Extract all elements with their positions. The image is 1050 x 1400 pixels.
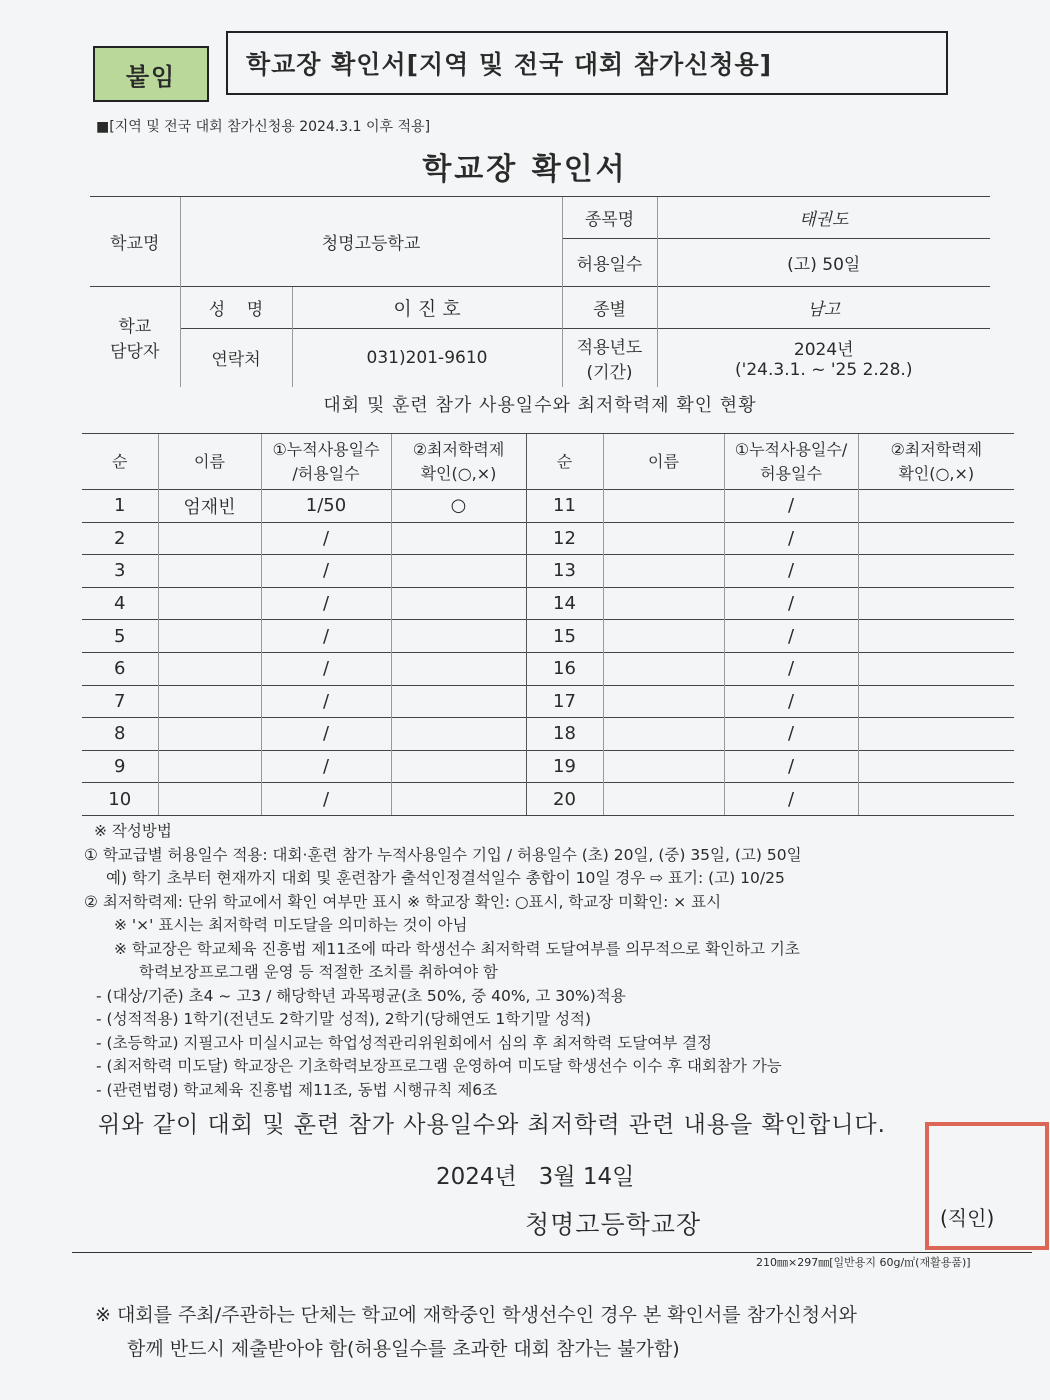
min-achievement-check — [391, 522, 526, 555]
note-2a: ※ '×' 표시는 최저학력 미도달을 의미하는 것이 아님 — [114, 916, 468, 934]
min-achievement-check — [858, 685, 1014, 718]
row-number: 14 — [526, 587, 603, 620]
table-row — [82, 490, 1014, 523]
row-number: 4 — [82, 587, 158, 620]
student-name — [603, 783, 724, 816]
days-used: / — [261, 718, 391, 751]
table-row — [82, 783, 1014, 816]
detail-5: - (관련법령) 학교체육 진흥법 제11조, 동법 시행규칙 제6조 — [96, 1080, 498, 1099]
row-number: 19 — [526, 750, 603, 783]
subtitle-note: ■[지역 및 전국 대회 참가신청용 2024.3.1 이후 적용] — [96, 119, 431, 135]
days-used: / — [724, 685, 858, 718]
days-used: / — [261, 555, 391, 588]
student-name — [603, 555, 724, 588]
header-min-right: ②최저학력제 확인(○,×) — [858, 434, 1014, 490]
table-row — [82, 685, 1014, 718]
min-achievement-check — [391, 685, 526, 718]
days-used: / — [724, 522, 858, 555]
student-name — [158, 652, 261, 685]
min-achievement-check — [391, 652, 526, 685]
days-used: / — [261, 783, 391, 816]
header-name: 이름 — [158, 434, 261, 490]
min-achievement-check — [391, 750, 526, 783]
gender-label: 종별 — [562, 287, 657, 329]
gender-value: 남고 — [657, 287, 990, 329]
note-1: ① 학교급별 허용일수 적용: 대회·훈련 참가 누적사용일수 기입 / 허용일수 (초) 20일, (중) 35일, (고) 50일 — [84, 845, 802, 864]
attachment-badge: 붙임 — [93, 46, 209, 102]
min-achievement-check — [858, 718, 1014, 751]
row-number: 13 — [526, 555, 603, 588]
row-number: 11 — [526, 490, 603, 523]
table-row — [82, 718, 1014, 751]
min-achievement-check — [858, 522, 1014, 555]
student-name — [158, 783, 261, 816]
min-achievement-check — [391, 718, 526, 751]
detail-1: - (대상/기준) 초4 ~ 고3 / 해당학년 과목평균(초 50%, 중 40%, 고 30%)적용 — [96, 986, 626, 1005]
days-used: / — [724, 555, 858, 588]
header-title: 학교장 확인서[지역 및 전국 대회 참가신청용] — [226, 31, 948, 95]
table-row — [82, 750, 1014, 783]
min-achievement-check — [858, 652, 1014, 685]
contact-value: 031)201-9610 — [292, 329, 562, 387]
note-2: ② 최저학력제: 단위 학교에서 확인 여부만 표시 ※ 학교장 확인: ○표시, 학교장 미확인: × 표시 — [84, 892, 722, 911]
days-used: / — [724, 783, 858, 816]
detail-3: - (초등학교) 지필고사 미실시교는 학업성적관리위원회에서 심의 후 최저학력 도달여부 결정 — [96, 1033, 713, 1052]
student-name — [158, 685, 261, 718]
header-name-right: 이름 — [603, 434, 724, 490]
header-min: ②최저학력제 확인(○,×) — [391, 434, 526, 490]
min-achievement-check: ○ — [391, 490, 526, 523]
student-name — [158, 718, 261, 751]
manager-label: 학교 담당자 — [90, 287, 180, 387]
year-label: 적용년도 (기간) — [562, 329, 657, 387]
student-name — [158, 587, 261, 620]
header-days-right: ①누적사용일수/ 허용일수 — [724, 434, 858, 490]
info-table — [90, 196, 990, 387]
school-name: 청명고등학교 — [180, 197, 562, 287]
event-label: 종목명 — [562, 197, 657, 239]
name-label: 성 명 — [180, 287, 292, 329]
student-name — [603, 490, 724, 523]
notes-title: ※ 작성방법 — [94, 822, 172, 840]
student-name — [603, 620, 724, 653]
min-achievement-check — [858, 555, 1014, 588]
note-2b: ※ 학교장은 학교체육 진흥법 제11조에 따라 학생선수 최저학력 도달여부를 의무적으로 확인하고 기초 — [114, 939, 800, 958]
student-name — [603, 587, 724, 620]
student-name — [603, 522, 724, 555]
event-value: 태권도 — [657, 197, 990, 239]
row-number: 6 — [82, 652, 158, 685]
days-used: / — [724, 718, 858, 751]
min-achievement-check — [391, 555, 526, 588]
allowed-days-value: (고) 50일 — [657, 239, 990, 287]
days-used: / — [724, 652, 858, 685]
row-number: 17 — [526, 685, 603, 718]
min-achievement-check — [858, 620, 1014, 653]
table-row — [82, 522, 1014, 555]
student-name — [158, 750, 261, 783]
allowed-days-label: 허용일수 — [562, 239, 657, 287]
row-number: 1 — [82, 490, 158, 523]
student-name — [603, 652, 724, 685]
min-achievement-check — [391, 587, 526, 620]
footer-note: ※ 대회를 주최/주관하는 단체는 학교에 재학중인 학생선수인 경우 본 확인서를 참가신청서와 함께 반드시 제출받아야 함(허용일수를 초과한 대회 참가는 불가함) — [95, 1304, 857, 1360]
header-no-right: 순 — [526, 434, 603, 490]
footer-divider — [72, 1252, 1032, 1253]
min-achievement-check — [858, 490, 1014, 523]
note-1-example: 예) 학기 초부터 현재까지 대회 및 훈련참가 출석인정결석일수 총합이 10일 경우 ⇨ 표기: (고) 10/25 — [106, 869, 785, 887]
header-no: 순 — [82, 434, 158, 490]
table-row — [82, 620, 1014, 653]
min-achievement-check — [391, 620, 526, 653]
student-name — [603, 718, 724, 751]
paper-spec: 210㎜×297㎜[일반용지 60g/㎡(재활용품)] — [756, 1256, 971, 1269]
school-label: 학교명 — [90, 197, 180, 287]
days-used: / — [724, 750, 858, 783]
header-days: ①누적사용일수 /허용일수 — [261, 434, 391, 490]
min-achievement-check — [858, 783, 1014, 816]
days-used: / — [261, 522, 391, 555]
min-achievement-check — [858, 750, 1014, 783]
student-name: 엄재빈 — [158, 490, 261, 523]
days-used: / — [261, 587, 391, 620]
table-row — [82, 652, 1014, 685]
seal-label: (직인) — [940, 1206, 995, 1230]
days-used: / — [261, 652, 391, 685]
min-achievement-check — [858, 587, 1014, 620]
table-row — [82, 555, 1014, 588]
days-used: / — [724, 620, 858, 653]
principal-title: 청명고등학교장 — [525, 1210, 702, 1239]
row-number: 5 — [82, 620, 158, 653]
min-achievement-check — [391, 783, 526, 816]
grid-section-title: 대회 및 훈련 참가 사용일수와 최저학력제 확인 현황 — [323, 395, 757, 416]
days-used: 1/50 — [261, 490, 391, 523]
confirmation-statement: 위와 같이 대회 및 훈련 참가 사용일수와 최저학력 관련 내용을 확인합니다. — [98, 1112, 886, 1138]
student-name — [158, 620, 261, 653]
row-number: 7 — [82, 685, 158, 718]
days-used: / — [261, 750, 391, 783]
participation-grid — [82, 433, 1014, 816]
row-number: 16 — [526, 652, 603, 685]
manager-name: 이 진 호 — [292, 287, 562, 329]
row-number: 12 — [526, 522, 603, 555]
student-name — [603, 685, 724, 718]
row-number: 18 — [526, 718, 603, 751]
days-used: / — [724, 587, 858, 620]
row-number: 9 — [82, 750, 158, 783]
note-2b-cont: 학력보장프로그램 운영 등 적절한 조치를 취하여야 함 — [139, 963, 498, 981]
row-number: 10 — [82, 783, 158, 816]
days-used: / — [724, 490, 858, 523]
detail-4: - (최저학력 미도달) 학교장은 기초학력보장프로그램 운영하여 미도달 학생선수 이수 후 대회참가 가능 — [96, 1057, 782, 1075]
confirmation-date: 2024년 3월 14일 — [436, 1164, 635, 1190]
days-used: / — [261, 685, 391, 718]
row-number: 8 — [82, 718, 158, 751]
row-number: 15 — [526, 620, 603, 653]
row-number: 20 — [526, 783, 603, 816]
year-value: 2024년 ('24.3.1. ~ '25 2.28.) — [657, 329, 990, 387]
instructions — [84, 820, 1024, 1102]
table-row — [82, 587, 1014, 620]
days-used: / — [261, 620, 391, 653]
student-name — [158, 522, 261, 555]
document-title: 학교장 확인서 — [422, 152, 628, 187]
row-number: 3 — [82, 555, 158, 588]
row-number: 2 — [82, 522, 158, 555]
student-name — [158, 555, 261, 588]
contact-label: 연락처 — [180, 329, 292, 387]
student-name — [603, 750, 724, 783]
detail-2: - (성적적용) 1학기(전년도 2학기말 성적), 2학기(당해연도 1학기말 성적) — [96, 1010, 592, 1028]
